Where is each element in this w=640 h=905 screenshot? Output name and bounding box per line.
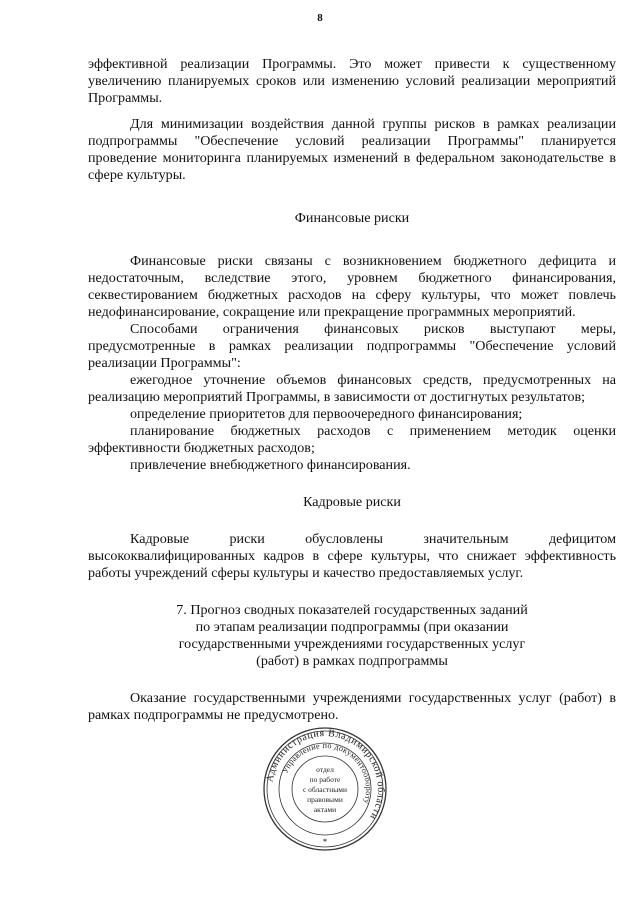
- section-title-line: государственными учреждениями государственных услуг: [178, 636, 526, 652]
- list-item: определение приоритетов для первоочередного финансирования;: [130, 406, 523, 422]
- stamp-seal: [262, 726, 388, 852]
- paragraph-risk-measures: Способами ограничения финансовых рисков выступают меры, предусмотренные в рамках реализации подпрограммы "Обеспечение условий реализации Программы":: [88, 321, 616, 371]
- stamp-middle-text: Управление по документообороту: [280, 740, 374, 806]
- stamp-star-icon: *: [322, 837, 328, 847]
- paragraph-financial-risks: Финансовые риски связаны с возникновением бюджетного дефицита и недостаточным, вследствие этого, уровнем бюджетного финансирования, секвестированием бюджетных расходов на сферу культуры, что может повлечь недофинансирование, сокращение или прекращение программных мероприятий.: [88, 253, 616, 320]
- paragraph-state-services: Оказание государственными учреждениями государственных услуг (работ) в рамках подпрограммы не предусмотрено.: [88, 690, 616, 723]
- section-title: [88, 602, 616, 670]
- stamp-center-line: правовыми: [307, 795, 343, 804]
- section-title-line: (работ) в рамках подпрограммы: [256, 653, 448, 669]
- heading-personnel-risks: Кадровые риски: [303, 494, 401, 510]
- section-title-line: по этапам реализации подпрограммы (при оказании: [195, 619, 509, 635]
- document-body: [88, 56, 616, 724]
- stamp-center-line: актами: [313, 805, 337, 814]
- heading-financial-risks: Финансовые риски: [294, 210, 410, 226]
- list-item: планирование бюджетных расходов с применением методик оценки эффективности бюджетных расходов;: [88, 423, 616, 456]
- section-title-line: 7. Прогноз сводных показателей государственных заданий: [176, 602, 528, 618]
- paragraph-personnel-risks: Кадровые риски обусловлены значительным дефицитом высококвалифицированных кадров в сфере культуры, что снижает эффективность работы учреждений сферы культуры и качество предоставляемых услуг.: [88, 531, 616, 581]
- stamp-center-line: отдел: [316, 765, 334, 774]
- stamp-center-line: с областными: [302, 785, 348, 794]
- paragraph-minimization: Для минимизации воздействия данной группы рисков в рамках реализации подпрограммы "Обеспечение условий реализации Программы" планируется проведение мониторинга планируемых изменений в федеральном законодательстве в сфере культуры.: [88, 116, 616, 183]
- list-item: ежегодное уточнение объемов финансовых средств, предусмотренных на реализацию мероприятий Программы, в зависимости от достигнутых результатов;: [88, 372, 616, 405]
- stamp-center-line: по работе: [309, 775, 341, 784]
- page-number: 8: [317, 12, 323, 24]
- stamp-outer-text: Администрация Владимирской области: [264, 727, 387, 822]
- list-item: привлечение внебюджетного финансирования.: [130, 457, 411, 473]
- official-stamp: [262, 726, 388, 852]
- measures-list: [88, 372, 616, 474]
- paragraph-continuation: эффективной реализации Программы. Это может привести к существенному увеличению планируемых сроков или изменению условий реализации мероприятий Программы.: [88, 56, 616, 106]
